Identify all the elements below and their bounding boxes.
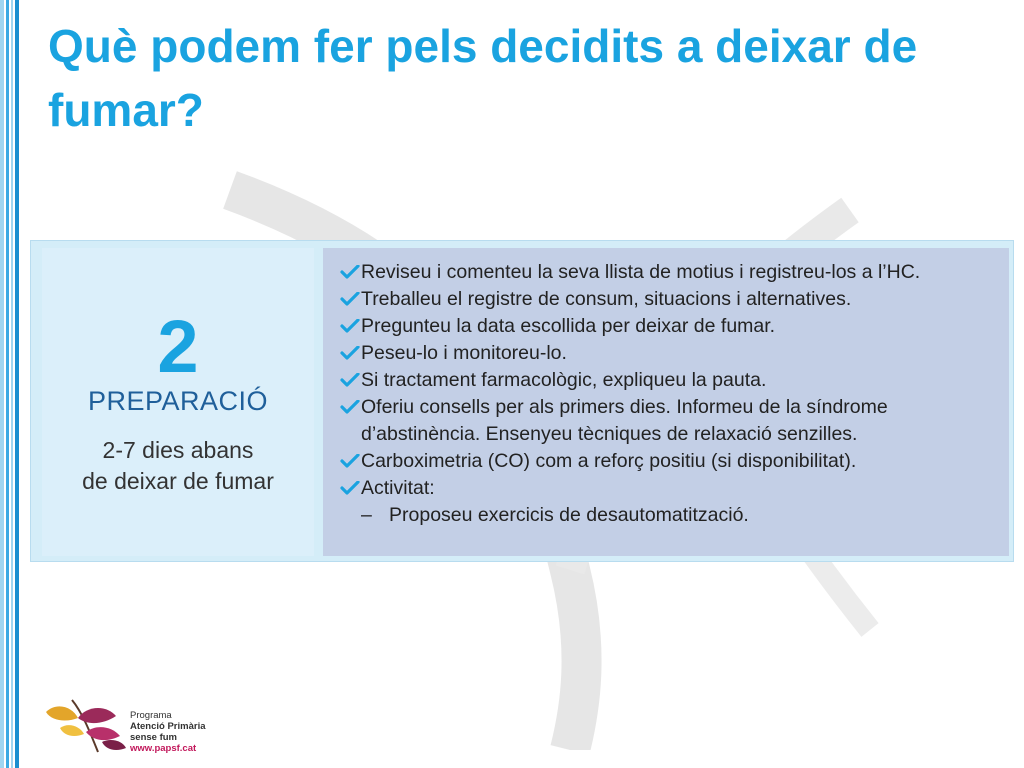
sub-step-text: Proposeu exercicis de desautomatització. [389, 504, 749, 526]
step-item [339, 394, 995, 448]
sub-step-item [339, 502, 995, 529]
checkmark-icon [339, 265, 361, 279]
step-text: Si tractament farmacològic, expliqueu la pauta. [361, 369, 767, 391]
slide-title: Què podem fer pels decidits a deixar de fumar? [48, 20, 918, 136]
checkmark-icon [339, 481, 361, 495]
checkmark-icon [339, 373, 361, 387]
logo-line-1: Programa [130, 710, 172, 721]
step-text: Reviseu i comenteu la seva llista de motius i registreu-los a l’HC. [361, 261, 921, 283]
step-text: Oferiu consells per als primers dies. Informeu de la síndrome d’abstinència. Ensenyeu tècniques de relaxació senzilles. [361, 396, 888, 445]
step-item [339, 448, 995, 475]
stage-card [30, 240, 1014, 562]
step-item [339, 259, 995, 286]
step-item [339, 286, 995, 313]
stage-name: PREPARACIÓ [87, 386, 269, 416]
step-item [339, 367, 995, 394]
step-text: Pregunteu la data escollida per deixar de fumar. [361, 315, 776, 337]
stage-panel [42, 248, 314, 556]
stage-number: 2 [157, 305, 199, 388]
step-item [339, 340, 995, 367]
logo-line-2: Atenció Primària [130, 721, 206, 732]
logo-url-link[interactable]: www.papsf.cat [130, 743, 197, 754]
checkmark-icon [339, 454, 361, 468]
checkmark-icon [339, 292, 361, 306]
dash-bullet: – [361, 504, 372, 526]
program-logo-text [130, 710, 206, 754]
checkmark-icon [339, 400, 361, 414]
logo-line-3: sense fum [130, 732, 177, 743]
stage-description: 2-7 dies abans de deixar de fumar [82, 437, 274, 494]
step-text: Treballeu el registre de consum, situacions i alternatives. [361, 288, 852, 310]
step-text: Peseu-lo i monitoreu-lo. [361, 342, 567, 364]
step-text: Activitat: [361, 477, 435, 499]
step-item [339, 313, 995, 340]
left-edge-stripes [0, 0, 22, 768]
checkmark-icon [339, 319, 361, 333]
checkmark-icon [339, 346, 361, 360]
step-text: Carboximetria (CO) com a reforç positiu (si disponibilitat). [361, 450, 857, 472]
steps-panel [323, 248, 1009, 556]
step-item [339, 475, 995, 502]
